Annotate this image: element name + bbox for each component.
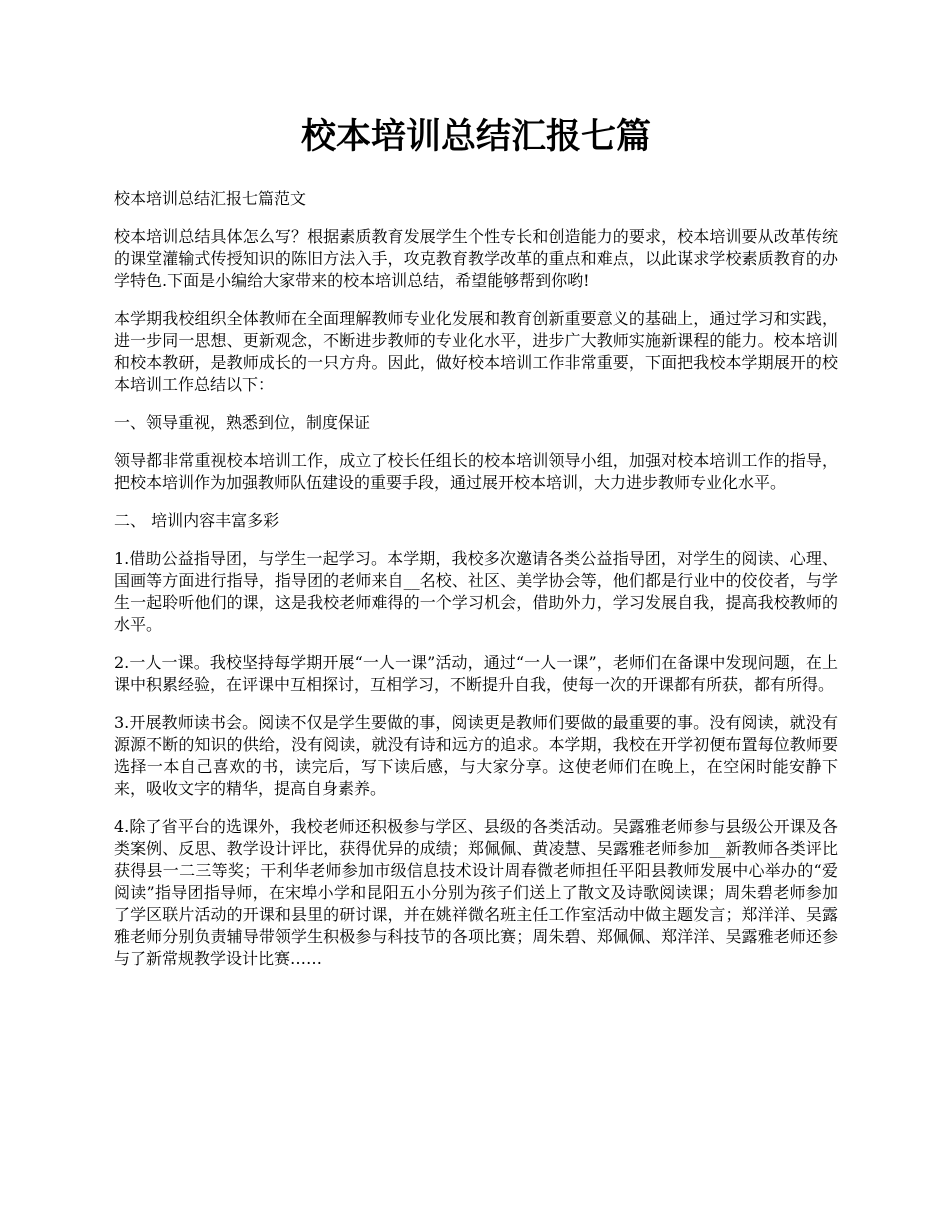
paragraph-item-2: 2.一人一课。我校坚持每学期开展“一人一课”活动，通过“一人一课”，老师们在备课中发现问题，在上课中积累经验，在评课中互相探讨，互相学习，不断提升自我，使每一次的开课都有所获，都有所得。	[114, 653, 838, 694]
paragraph-item-3: 3.开展教师读书会。阅读不仅是学生要做的事，阅读更是教师们要做的最重要的事。没有阅读，就没有源源不断的知识的供给，没有阅读，就没有诗和远方的追求。本学期，我校在开学初便布置每位教师要选择一本自己喜欢的书，读完后，写下读后感，与大家分享。这使老师们在晚上，在空闲时能安静下来，吸收文字的精华，提高自身素养。	[114, 713, 838, 798]
section-heading-content: 二、 培训内容丰富多彩	[114, 511, 280, 530]
document-title: 校本培训总结汇报七篇	[300, 116, 651, 157]
paragraph-leadership: 领导都非常重视校本培训工作，成立了校长任组长的校本培训领导小组，加强对校本培训工作的指导，把校本培训作为加强教师队伍建设的重要手段，通过展开校本培训，大力进步教师专业化水平。	[114, 451, 838, 492]
paragraph-overview: 本学期我校组织全体教师在全面理解教师专业化发展和教育创新重要意义的基础上，通过学习和实践，进一步同一思想、更新观念，不断进步教师的专业化水平，进步广大教师实施新课程的能力。校本培训和校本教研，是教师成长的一只方舟。因此，做好校本培训工作非常重要，下面把我校本学期展开的校本培训工作总结以下：	[114, 309, 838, 394]
paragraph-item-1: 1.借助公益指导团，与学生一起学习。本学期，我校多次邀请各类公益指导团，对学生的阅读、心理、国画等方面进行指导，指导团的老师来自__名校、社区、美学协会等，他们都是行业中的佼佼者，与学生一起聆听他们的课，这是我校老师难得的一个学习机会，借助外力，学习发展自我，提高我校教师的水平。	[114, 549, 838, 634]
paragraph-intro: 校本培训总结具体怎么写？根据素质教育发展学生个性专长和创造能力的要求，校本培训要从改革传统的课堂灌输式传授知识的陈旧方法入手，攻克教育教学改革的重点和难点，以此谋求学校素质教育的办学特色.下面是小编给大家带来的校本培训总结，希望能够帮到你哟!	[114, 227, 838, 290]
paragraph-item-4: 4.除了省平台的选课外，我校老师还积极参与学区、县级的各类活动。吴露雅老师参与县级公开课及各类案例、反思、教学设计评比，获得优异的成绩；郑佩佩、黄凌慧、吴露雅老师参加__新教师各类评比获得县一二三等奖；干利华老师参加市级信息技术设计周春微老师担任平阳县教师发展中心举办的“爱阅读”指导团指导师，在宋埠小学和昆阳五小分别为孩子们送上了散文及诗歌阅读课；周朱碧老师参加了学区联片活动的开课和县里的研讨课，并在姚祥微名班主任工作室活动中做主题发言；郑洋洋、吴露雅老师分别负责辅导带领学生积极参与科技节的各项比赛；周朱碧、郑佩佩、郑洋洋、吴露雅老师还参与了新常规教学设计比赛……	[114, 817, 838, 968]
section-heading-leadership: 一、领导重视，熟悉到位，制度保证	[114, 413, 371, 432]
document-subtitle: 校本培训总结汇报七篇范文	[114, 189, 307, 208]
